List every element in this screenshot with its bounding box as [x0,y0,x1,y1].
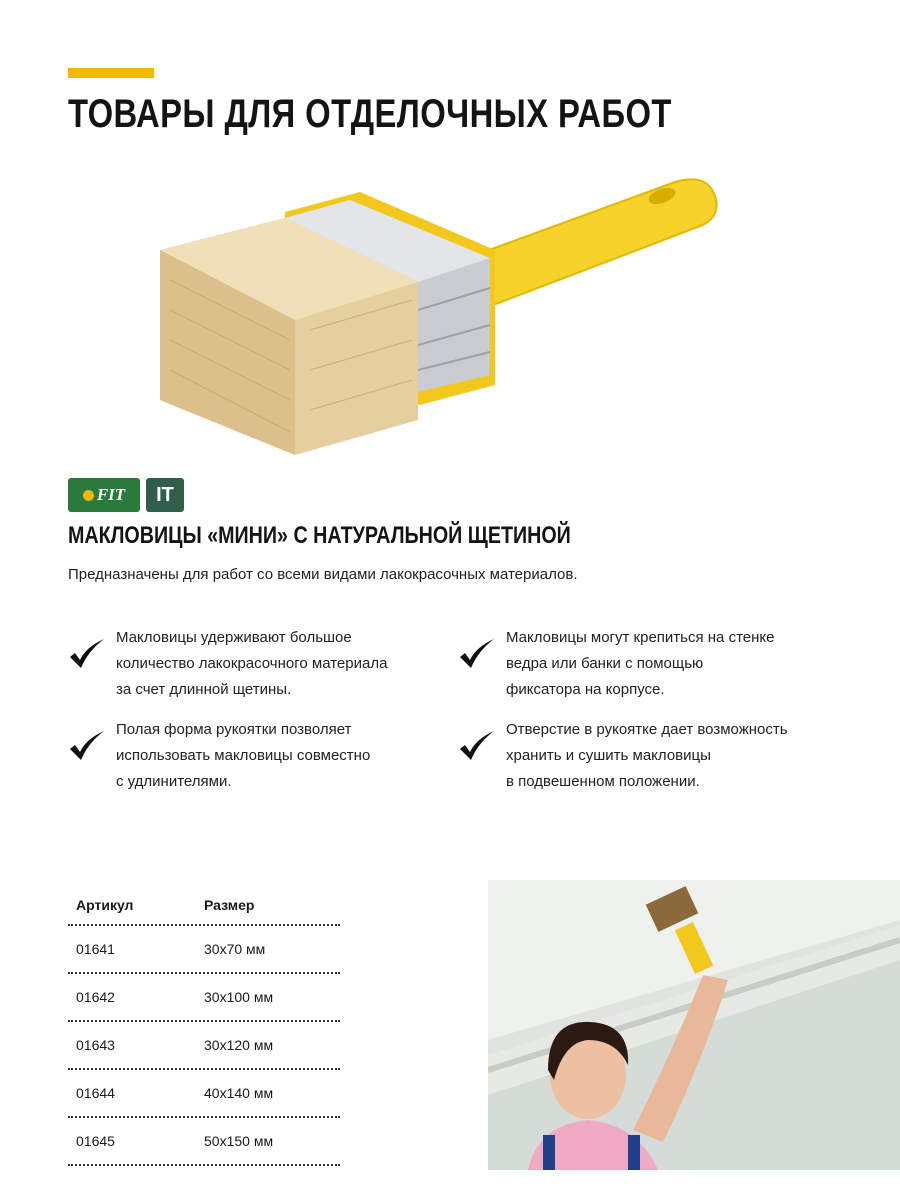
column-header-article: Артикул [76,897,134,913]
column-header-size: Размер [204,897,255,913]
feature-item [66,625,387,703]
table-row [68,926,340,974]
table-row [68,1118,340,1166]
brush-product-image [150,170,730,460]
feature-text: Макловицы могут крепиться на стенке ведра или банки с помощью фиксатора на корпусе. [506,629,775,698]
article-cell: 01645 [76,1133,115,1149]
size-cell: 30х100 мм [204,989,274,1005]
table-row [68,1070,340,1118]
feature-text: Полая форма рукоятки позволяет использовать макловицы совместно с удлинителями. [116,721,371,790]
size-table [68,886,340,1166]
checkmark-icon [66,727,106,767]
size-cell: 50х150 мм [204,1133,274,1149]
feature-item [456,625,774,703]
checkmark-icon [456,727,496,767]
table-header [68,886,340,926]
table-row [68,1022,340,1070]
fit-logo: FIT [68,478,140,512]
article-cell: 01641 [76,941,115,957]
it-logo: IT [146,478,184,512]
article-cell: 01643 [76,1037,115,1053]
brand-logos [68,478,184,512]
article-cell: 01644 [76,1085,115,1101]
accent-bar [68,68,154,78]
feature-text: Макловицы удерживают большое количество лакокрасочного материала за счет длинной щетины. [116,629,388,698]
checkmark-icon [456,635,496,675]
table-row [68,974,340,1022]
feature-text: Отверстие в рукоятке дает возможность хранить и сушить макловицы в подвешенном положении. [506,721,788,790]
product-name: МАКЛОВИЦЫ «МИНИ» С НАТУРАЛЬНОЙ ЩЕТИНОЙ [68,522,571,549]
size-cell: 30х70 мм [204,941,266,957]
feature-item [66,717,370,795]
feature-item [456,717,788,795]
size-cell: 40х140 мм [204,1085,274,1101]
size-cell: 30х120 мм [204,1037,274,1053]
checkmark-icon [66,635,106,675]
article-cell: 01642 [76,989,115,1005]
product-description: Предназначены для работ со всеми видами лакокрасочных материалов. [68,566,578,583]
page-title: ТОВАРЫ ДЛЯ ОТДЕЛОЧНЫХ РАБОТ [68,92,672,136]
usage-photo [488,880,900,1170]
